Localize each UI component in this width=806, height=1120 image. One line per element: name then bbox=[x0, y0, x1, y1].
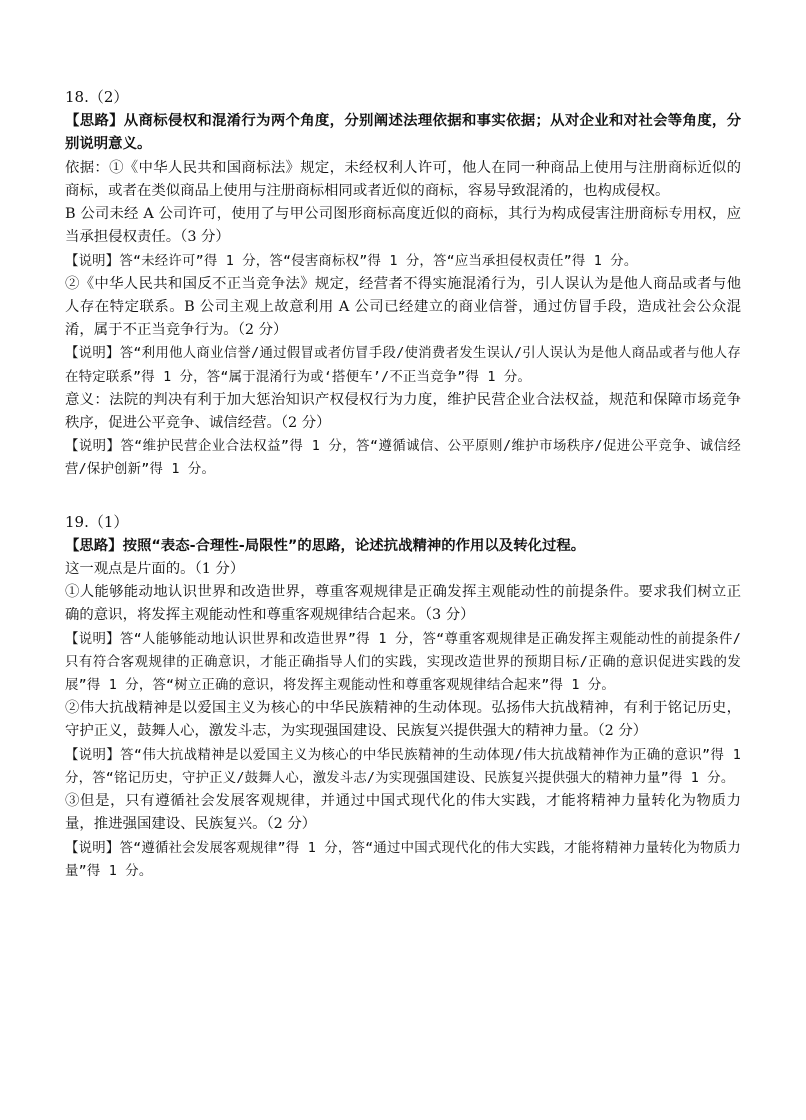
question-18-note-2: 【说明】答“利用他人商业信誉/通过假冒或者仿冒手段/使消费者发生误认/引人误认为是他人商品或者与他人存在特定联系”得 1 分，答“属于混淆行为或‘搭便车’/不正当竞争”得 1 分。 bbox=[65, 346, 741, 385]
question-19-thinking: 【思路】按照“表态-合理性-局限性”的思路，论述抗战精神的作用以及转化过程。 bbox=[65, 537, 586, 554]
question-19-point-1: ①人能够能动地认识世界和改造世界，尊重客观规律是正确发挥主观能动性的前提条件。要求我们树立正确的意识，将发挥主观能动性和尊重客观规律结合起来。（3 分） bbox=[65, 584, 741, 624]
question-18-number: 18.（2） bbox=[65, 88, 129, 106]
question-19-note-1: 【说明】答“人能够能动地认识世界和改造世界”得 1 分，答“尊重客观规律是正确发挥主观能动性的前提条件/只有符合客观规律的正确意识，才能正确指导人们的实践，实现改造世界的预期目标/正确的意识促进实践的发展”得 1 分，答“树立正确的意识，将发挥主观能动性和尊重客观规律结合起来”得 1 分。 bbox=[65, 631, 741, 694]
question-18-thinking: 【思路】从商标侵权和混淆行为两个角度，分别阐述法理依据和事实依据；从对企业和对社会等角度，分别说明意义。 bbox=[65, 113, 741, 153]
question-19-note-2: 【说明】答“伟大抗战精神是以爱国主义为核心的中华民族精神的生动体现/伟大抗战精神作为正确的意识”得 1 分，答“铭记历史，守护正义/鼓舞人心，激发斗志/为实现强国建设、民族复兴提供强大的精神力量”得 1 分。 bbox=[65, 747, 741, 786]
question-19-section bbox=[65, 511, 741, 883]
question-18-significance: 意义：法院的判决有利于加大惩治知识产权侵权行为力度，维护民营企业合法权益，规范和保障市场竞争秩序，促进公平竞争、诚信经营。（2 分） bbox=[65, 391, 741, 432]
question-19-stance: 这一观点是片面的。（1 分） bbox=[65, 561, 245, 578]
question-18-section bbox=[65, 86, 741, 482]
question-18-note-1: 【说明】答“未经许可”得 1 分，答“侵害商标权”得 1 分，答“应当承担侵权责任”得 1 分。 bbox=[65, 253, 638, 269]
question-18-fact-1: B 公司未经 A 公司许可，使用了与甲公司图形商标高度近似的商标，其行为构成侵害注册商标专用权，应当承担侵权责任。（3 分） bbox=[65, 206, 741, 246]
question-19-note-3: 【说明】答“遵循社会发展客观规律”得 1 分，答“通过中国式现代化的伟大实践，才能将精神力量转化为物质力量”得 1 分。 bbox=[65, 840, 741, 879]
question-19-point-3: ③但是，只有遵循社会发展客观规律，并通过中国式现代化的伟大实践，才能将精神力量转化为物质力量，推进强国建设、民族复兴。（2 分） bbox=[65, 793, 741, 833]
section-gap bbox=[65, 482, 741, 511]
question-19-number: 19.（1） bbox=[65, 512, 129, 531]
question-18-basis-2: ②《中华人民共和国反不正当竞争法》规定，经营者不得实施混淆行为，引人误认为是他人商品或者与他人存在特定联系。B 公司主观上故意利用 A 公司已经建立的商业信誉，通过仿冒手段，造成社会公众混淆，属于不正当竞争行为。（2 分） bbox=[65, 275, 741, 339]
answer-content bbox=[65, 86, 741, 883]
question-18-note-3: 【说明】答“维护民营企业合法权益”得 1 分，答“遵循诚信、公平原则/维护市场秩序/促进公平竞争、诚信经营/保护创新”得 1 分。 bbox=[65, 439, 741, 478]
question-18-basis-1: 依据：①《中华人民共和国商标法》规定，未经权利人许可，他人在同一种商品上使用与注册商标近似的商标，或者在类似商品上使用与注册商标相同或者近似的商标，容易导致混淆的，也构成侵权。 bbox=[65, 159, 741, 200]
question-19-point-2: ②伟大抗战精神是以爱国主义为核心的中华民族精神的生动体现。弘扬伟大抗战精神，有利于铭记历史，守护正义，鼓舞人心，激发斗志，为实现强国建设、民族复兴提供强大的精神力量。（2 分） bbox=[65, 700, 741, 740]
